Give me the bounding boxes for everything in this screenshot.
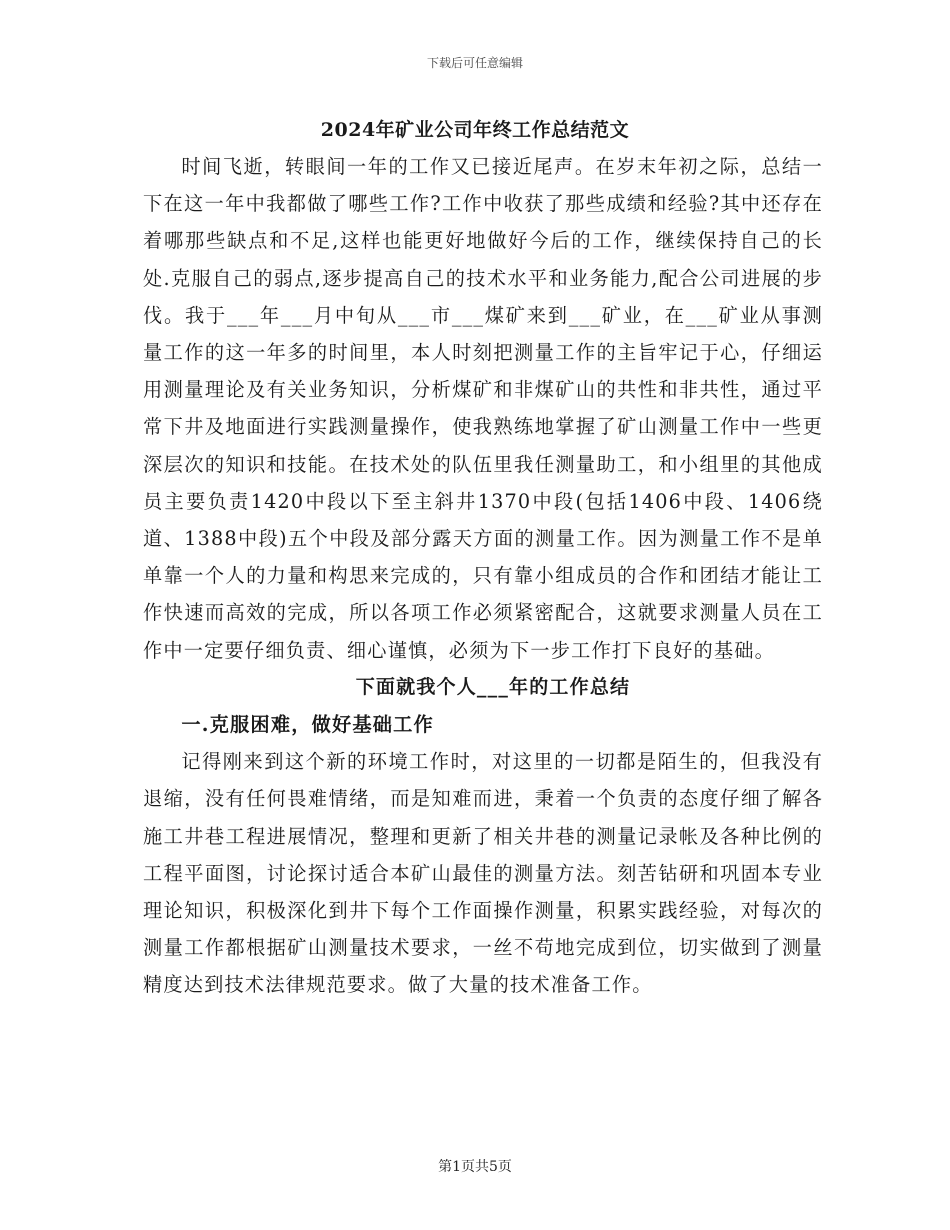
page-number: 第1页共5页 [438,1159,512,1175]
section-heading: 下面就我个人___年的工作总结 [355,675,631,698]
subsection-paragraph: 记得刚来到这个新的环境工作时，对这里的一切都是陌生的，但我没有退缩，没有任何畏难情绪，而是知难而进，秉着一个负责的态度仔细了解各施工井巷工程进展情况，整理和更新了相关井巷的测量记录帐及各种比例的工程平面图，讨论探讨适合本矿山最佳的测量方法。刻苦钻研和巩固本专业理论知识，积极深化到井下每个工作面操作测量，积累实践经验，对每次的测量工作都根据矿山测量技术要求，一丝不苟地完成到位，切实做到了测量精度达到技术法律规范要求。做了大量的技术准备工作。 [143,750,823,997]
intro-paragraph: 时间飞逝，转眼间一年的工作又已接近尾声。在岁末年初之际，总结一下在这一年中我都做了哪些工作?工作中收获了那些成绩和经验?其中还存在着哪那些缺点和不足,这样也能更好地做好今后的工作，继续保持自己的长处.克服自己的弱点,逐步提高自己的技术水平和业务能力,配合公司进展的步伐。我于___年___月中旬从___市___煤矿来到___矿业，在___矿业从事测量工作的这一年多的时间里，本人时刻把测量工作的主旨牢记于心，仔细运用测量理论及有关业务知识，分析煤矿和非煤矿山的共性和非共性，通过平常下井及地面进行实践测量操作，使我熟练地掌握了矿山测量工作中一些更深层次的知识和技能。在技术处的队伍里我任测量助工，和小组里的其他成员主要负责1420中段以下至主斜井1370中段(包括1406中段、1406绕道、1388中段)五个中段及部分露天方面的测量工作。因为测量工作不是单单靠一个人的力量和构思来完成的，只有靠小组成员的合作和团结才能让工作快速而高效的完成，所以各项工作必须紧密配合，这就要求测量人员在工作中一定要仔细负责、细心谨慎，必须为下一步工作打下良好的基础。 [143,155,823,662]
subsection-heading: 一.克服困难，做好基础工作 [181,713,434,737]
header-note: 下载后可任意编辑 [426,56,523,70]
document-title: 2024年矿业公司年终工作总结范文 [320,119,630,141]
document-body [143,148,823,1004]
